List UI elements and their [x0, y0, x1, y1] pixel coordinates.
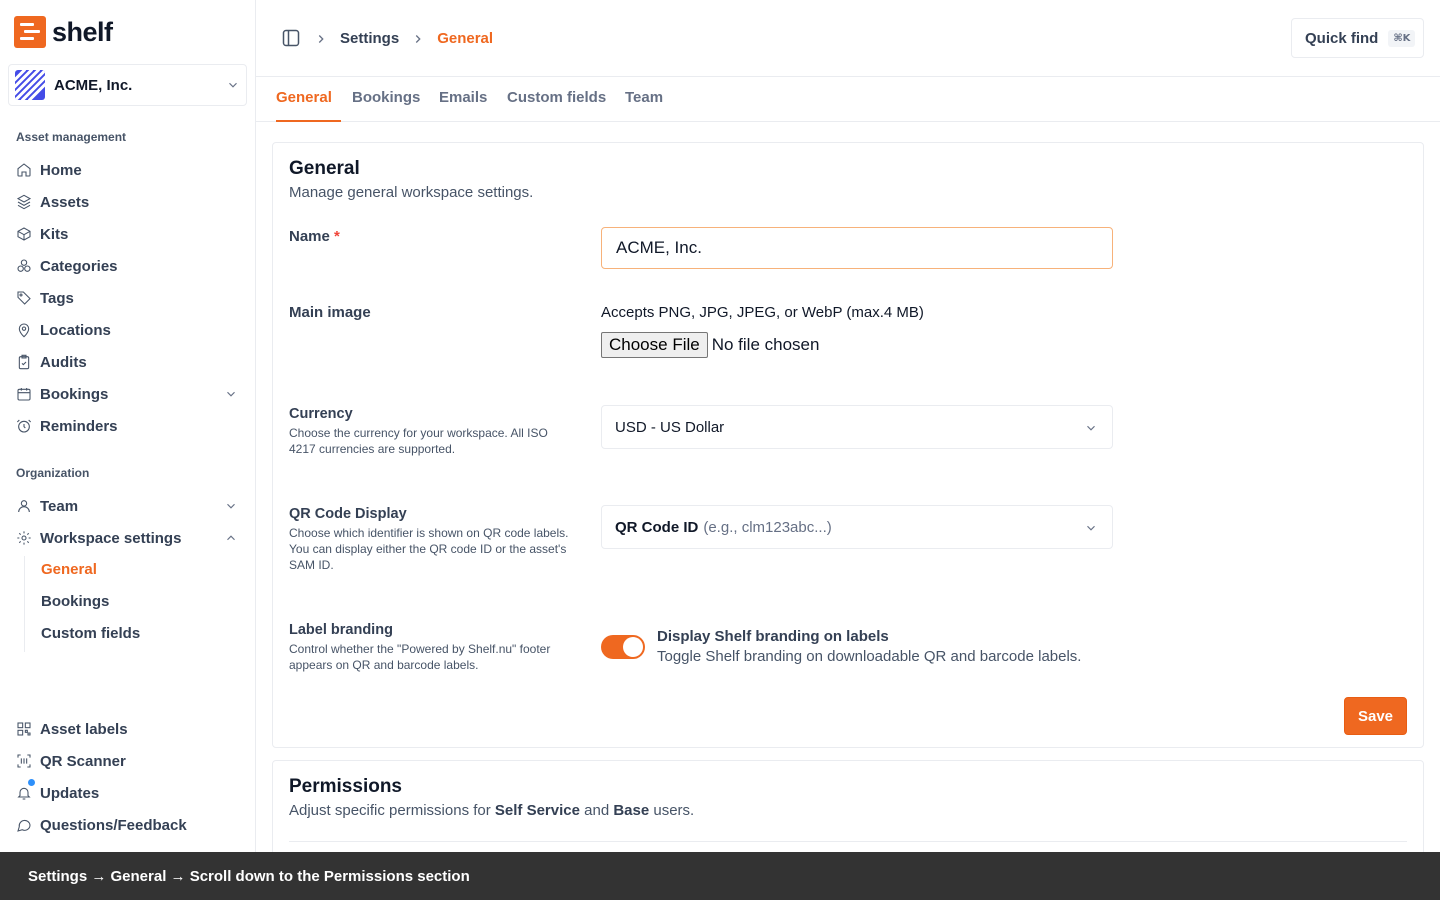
- sidebar-item-audits[interactable]: [16, 350, 244, 374]
- permissions-title: Permissions: [289, 776, 402, 797]
- chevron-right-icon: [314, 32, 328, 46]
- permissions-subtitle: [289, 802, 694, 819]
- chevron-down-icon: [224, 387, 238, 401]
- sidebar-item-categories[interactable]: [16, 254, 244, 278]
- currency-select-value: USD - US Dollar: [615, 418, 725, 436]
- qr-display-help: Choose which identifier is shown on QR code labels. You can display either the QR code ID or the asset's SAM ID.: [289, 526, 569, 572]
- qr-select-hint: (e.g., clm123abc...): [703, 518, 832, 536]
- sidebar-toggle-icon[interactable]: [281, 28, 301, 48]
- tab-emails[interactable]: Emails: [439, 89, 488, 106]
- tag-icon: [16, 290, 32, 306]
- qr-display-select[interactable]: [601, 505, 1113, 549]
- main-image-label: Main image: [289, 304, 371, 321]
- branding-toggle[interactable]: [601, 635, 645, 659]
- sidebar-item-label: Home: [40, 161, 82, 179]
- breadcrumb-settings[interactable]: Settings: [340, 30, 400, 47]
- chevron-right-icon: [411, 32, 425, 46]
- sidebar-item-label: Reminders: [40, 417, 118, 435]
- map-pin-icon: [16, 322, 32, 338]
- calendar-icon: [16, 386, 32, 402]
- submenu-rail: [24, 556, 25, 652]
- package-icon: [16, 226, 32, 242]
- sidebar-item-label: Team: [40, 497, 79, 515]
- quick-find-label: Quick find: [1305, 29, 1379, 47]
- gear-icon: [16, 530, 32, 546]
- notification-dot: [28, 779, 35, 786]
- qr-select-value: QR Code ID: [615, 518, 699, 536]
- message-icon: [16, 817, 32, 833]
- workspace-name-input[interactable]: [601, 227, 1113, 269]
- required-marker: *: [334, 228, 340, 245]
- bell-icon: [16, 785, 32, 801]
- sidebar-item-home[interactable]: [16, 158, 244, 182]
- sidebar-item-label: Workspace settings: [40, 529, 182, 547]
- chevron-up-icon: [224, 531, 238, 545]
- shelf-logo-icon: [14, 16, 46, 48]
- currency-help: Choose the currency for your workspace. All ISO 4217 currencies are supported.: [289, 426, 548, 456]
- clipboard-check-icon: [16, 354, 32, 370]
- breadcrumb-current: General: [437, 30, 494, 47]
- sidebar-item-label: Kits: [40, 225, 69, 243]
- sidebar-item-workspace-settings[interactable]: [16, 526, 244, 550]
- tab-bookings[interactable]: Bookings: [352, 89, 421, 106]
- permissions-subtitle-end: users.: [649, 802, 695, 819]
- chevron-down-icon: [1084, 521, 1098, 535]
- sidebar-item-label: Locations: [40, 321, 111, 339]
- divider: [289, 841, 1407, 842]
- qr-icon: [16, 721, 32, 737]
- sidebar-item-label: Assets: [40, 193, 90, 211]
- scan-icon: [16, 753, 32, 769]
- sidebar-item-label: QR Scanner: [40, 752, 126, 770]
- tab-custom-fields[interactable]: Custom fields: [507, 89, 607, 106]
- tab-team[interactable]: Team: [625, 89, 664, 106]
- user-icon: [16, 498, 32, 514]
- quick-find-button[interactable]: [1291, 18, 1424, 58]
- sidebar-item-tags[interactable]: [16, 286, 244, 310]
- sidebar-item-kits[interactable]: [16, 222, 244, 246]
- sidebar-item-locations[interactable]: [16, 318, 244, 342]
- sidebar-item-label: Audits: [40, 353, 87, 371]
- section-label-asset-management: Asset management: [16, 130, 127, 144]
- sidebar: [0, 0, 256, 852]
- instruction-bar: Settings → General → Scroll down to the Permissions section: [0, 852, 1440, 900]
- alarm-clock-icon: [16, 418, 32, 434]
- sidebar-item-label: Updates: [40, 784, 100, 802]
- choose-file-button[interactable]: Choose File: [601, 332, 708, 358]
- base-role: Base: [613, 802, 650, 819]
- sidebar-item-label: Asset labels: [40, 720, 128, 738]
- logo-text: shelf: [52, 16, 113, 47]
- categories-icon: [16, 258, 32, 274]
- settings-tabs: [256, 77, 1440, 122]
- chevron-down-icon: [226, 78, 240, 92]
- self-service-role: Self Service: [494, 802, 580, 819]
- sidebar-subitem-bookings[interactable]: Bookings: [41, 593, 110, 610]
- save-button[interactable]: Save: [1344, 697, 1407, 735]
- sidebar-item-label: Bookings: [40, 385, 109, 403]
- section-title: General: [289, 158, 360, 179]
- branding-toggle-subtitle: Toggle Shelf branding on downloadable QR and barcode labels.: [657, 648, 1082, 665]
- sidebar-item-label: Tags: [40, 289, 74, 307]
- sidebar-item-updates[interactable]: [16, 781, 244, 805]
- sidebar-item-label: Questions/Feedback: [40, 816, 187, 834]
- tab-general[interactable]: General: [276, 89, 341, 122]
- sidebar-subitem-general[interactable]: General: [41, 561, 97, 578]
- sidebar-item-team[interactable]: [16, 494, 244, 518]
- logo[interactable]: [14, 16, 113, 48]
- currency-label: Currency: [289, 406, 353, 422]
- file-input: [601, 332, 819, 358]
- chevron-down-icon: [1084, 421, 1098, 435]
- sidebar-item-label: Categories: [40, 257, 118, 275]
- breadcrumb: [314, 30, 493, 47]
- chevron-down-icon: [224, 499, 238, 513]
- image-accepts-hint: Accepts PNG, JPG, JPEG, or WebP (max.4 MB): [601, 304, 924, 321]
- sidebar-item-bookings[interactable]: [16, 382, 244, 406]
- workspace-switcher[interactable]: [8, 64, 247, 106]
- section-label-organization: Organization: [16, 466, 90, 480]
- currency-select[interactable]: [601, 405, 1113, 449]
- sidebar-item-assets[interactable]: [16, 190, 244, 214]
- permissions-subtitle-and: and: [579, 802, 614, 819]
- sidebar-item-asset-labels[interactable]: [16, 717, 244, 741]
- branding-toggle-title: Display Shelf branding on labels: [657, 628, 889, 645]
- workspace-name: ACME, Inc.: [54, 76, 133, 94]
- keyboard-shortcut: ⌘K: [1388, 30, 1415, 47]
- name-label-text: Name: [289, 228, 330, 245]
- sidebar-subitem-custom-fields[interactable]: Custom fields: [41, 625, 141, 642]
- workspace-avatar: [15, 70, 45, 100]
- sidebar-item-qr-scanner[interactable]: [16, 749, 244, 773]
- section-subtitle: Manage general workspace settings.: [289, 184, 534, 201]
- label-branding-label: Label branding: [289, 622, 393, 638]
- label-branding-help: Control whether the "Powered by Shelf.nu" footer appears on QR and barcode labels.: [289, 642, 551, 672]
- sidebar-item-reminders[interactable]: [16, 414, 244, 438]
- permissions-subtitle-text: Adjust specific permissions for: [289, 802, 495, 819]
- home-icon: [16, 162, 32, 178]
- name-label: [289, 228, 340, 245]
- qr-display-label: QR Code Display: [289, 506, 407, 522]
- box-icon: [16, 194, 32, 210]
- file-status: No file chosen: [711, 335, 820, 354]
- sidebar-item-questions-feedback[interactable]: [16, 813, 244, 837]
